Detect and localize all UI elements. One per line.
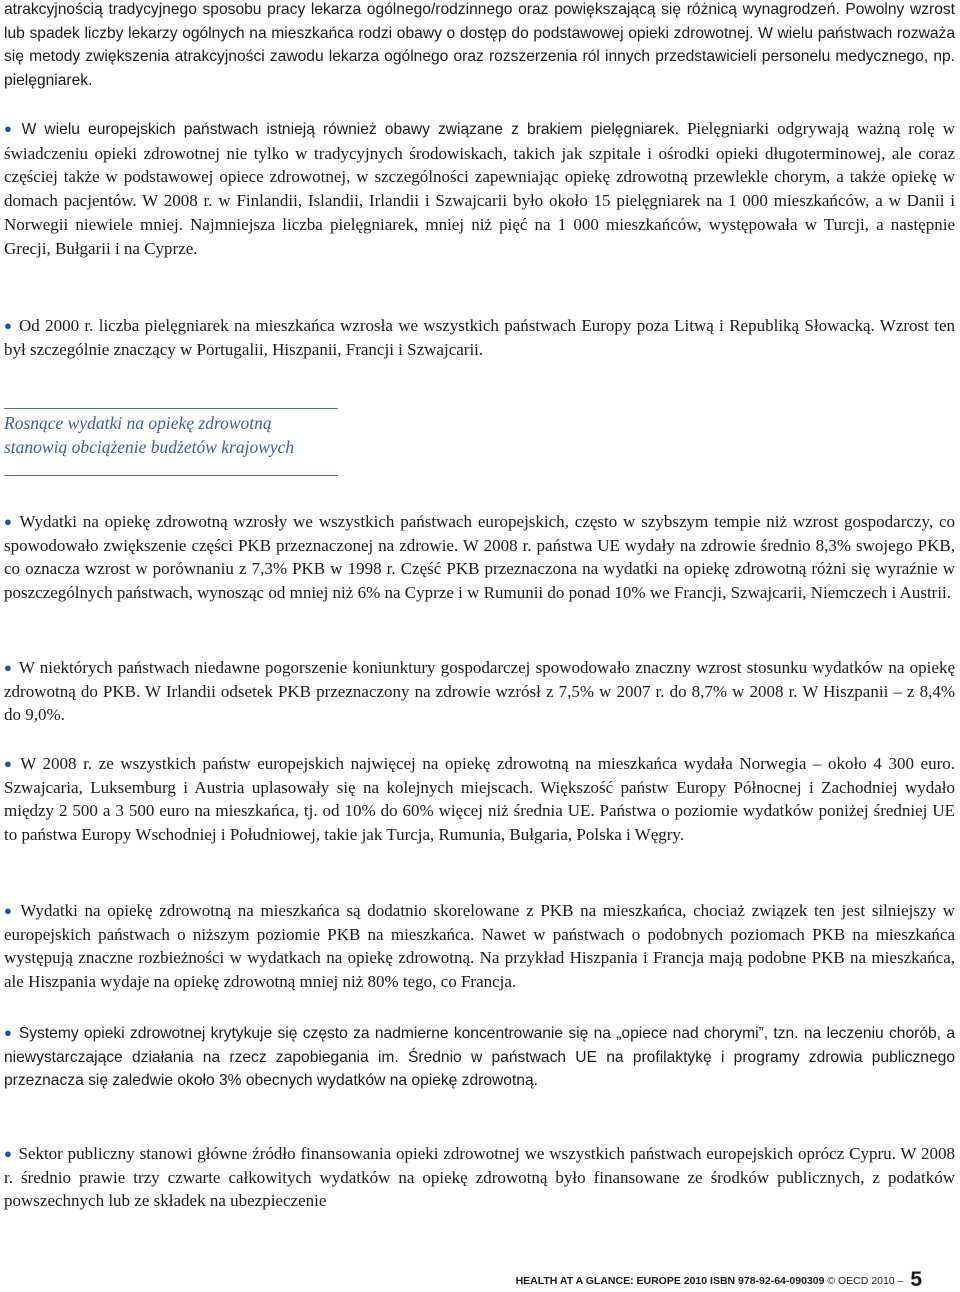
bullet-icon: ● bbox=[4, 660, 13, 675]
paragraph-per-capita-spending bbox=[4, 752, 955, 847]
footer-publication-title: HEALTH AT A GLANCE: EUROPE 2010 ISBN 978-92-64-090309 bbox=[515, 1275, 825, 1287]
bullet-icon: ● bbox=[4, 318, 13, 333]
paragraph-lead-text: W wielu europejskich państwach istnieją również obawy związane z brakiem pielęgniarek. bbox=[21, 121, 679, 138]
paragraph-text: Pielęgniarki odgrywają ważną rolę w świadczeniu opieki zdrowotnej nie tylko w tradycyjnych środowiskach, takich jak szpitale i ośrodki opieki długoterminowej, ale coraz częściej także w podstawowej opiece zdrowotnej, w szczególności zapewniając opiekę zdrowotną przewlekle chorym, a także opiekę w domach pacjentów. W 2008 r. w Finlandii, Islandii, Irlandii i Szwajcarii było około 15 pielęgniarek na 1 000 mieszkańców, a w Danii i Norwegii niewiele mniej. Najmniejsza liczba pielęgniarek, mniej niż pięć na 1 000 mieszkańców, występowała w Turcji, a następnie Grecji, Bułgarii i na Cyprze. bbox=[4, 119, 955, 258]
paragraph-text: Sektor publiczny stanowi główne źródło finansowania opieki zdrowotnej we wszystkich państwach europejskich oprócz Cypru. W 2008 r. średnio prawie trzy czwarte całkowitych wydatków na opiekę zdrowotną było finansowane ze środków publicznych, z podatków powszechnych lub ze składek na ubezpieczenie bbox=[4, 1144, 955, 1211]
paragraph-nurse-shortage bbox=[4, 117, 955, 260]
paragraph-text: W niektórych państwach niedawne pogorszenie koniunktury gospodarczej spowodowało znaczny wzrost stosunku wydatków na opiekę zdrowotną do PKB. W Irlandii odsetek PKB przeznaczony na zdrowie wzrósł z 7,5% w 2007 r. do 8,7% w 2008 r. W Hiszpanii – z 8,4% do 9,0%. bbox=[4, 658, 955, 725]
bullet-icon: ● bbox=[4, 1146, 13, 1161]
paragraph-text: atrakcyjnością tradycyjnego sposobu pracy lekarza ogólnego/rodzinnego oraz powiększającą się różnicą wynagrodzeń. Powolny wzrost lub spadek liczby lekarzy ogólnych na mieszkańca rodzi obawy o dostęp do podstawowej opieki zdrowotnej. W wielu państwach rozważa się metody zwiększenia atrakcyjności zawodu lekarza ogólnego oraz rozszerzenia ról innych przedstawicieli personelu medycznego, np. pielęgniarek. bbox=[4, 1, 955, 90]
paragraph-gdp-correlation bbox=[4, 899, 955, 994]
pull-quote-line-1: Rosnące wydatki na opiekę zdrowotną bbox=[4, 413, 272, 433]
paragraph-gp-attractiveness bbox=[4, 0, 955, 93]
pull-quote-bottom-rule bbox=[4, 475, 338, 476]
paragraph-text: Wydatki na opiekę zdrowotną wzrosły we wszystkich państwach europejskich, często w szybszym tempie niż wzrost gospodarczy, co spowodowało zwiększenie części PKB przeznaczonej na zdrowie. W 2008 r. państwa UE wydały na zdrowie średnio 8,3% swojego PKB, co oznacza wzrost w porównaniu z 7,3% PKB w 1998 r. Część PKB przeznaczona na wydatki na opiekę zdrowotną różni się wyraźnie w poszczególnych państwach, wynosząc od mniej niż 6% na Cyprze i w Rumunii do ponad 10% we Francji, Szwajcarii, Niemczech i Austrii. bbox=[4, 512, 955, 603]
paragraph-text: Systemy opieki zdrowotnej krytykuje się często za nadmierne koncentrowanie się na „opiece nad chorymi”, tzn. na leczeniu chorób, a niewystarczające działania na rzecz zapobiegania im. Średnio w państwach UE na profilaktykę i programy zdrowia publicznego przeznacza się zaledwie około 3% obecnych wydatków na opiekę zdrowotną. bbox=[4, 1025, 955, 1090]
bullet-icon: ● bbox=[4, 756, 15, 771]
paragraph-health-spending bbox=[4, 510, 955, 605]
bullet-icon: ● bbox=[4, 1025, 13, 1040]
paragraph-text: Od 2000 r. liczba pielęgniarek na mieszkańca wzrosła we wszystkich państwach Europy poza Litwą i Republiką Słowacką. Wzrost ten był szczególnie znaczący w Portugalii, Hiszpanii, Francji i Szwajcarii. bbox=[4, 316, 955, 359]
page-number: 5 bbox=[910, 1268, 922, 1291]
pull-quote-text bbox=[4, 409, 344, 461]
page-footer bbox=[516, 1268, 922, 1292]
paragraph-text: W 2008 r. ze wszystkich państw europejskich najwięcej na opiekę zdrowotną na mieszkańca wydała Norwegia – około 4 300 euro. Szwajcaria, Luksemburg i Austria uplasowały się na kolejnych miejscach. Większość państw Europy Północnej i Zachodniej wydało między 2 500 a 3 500 euro na mieszkańca, tj. od 10% do 60% więcej niż średnia UE. Państwa o poziomie wydatków poniżej średniej UE to państwa Europy Wschodniej i Południowej, takie jak Turcja, Rumunia, Bułgaria, Polska i Węgry. bbox=[4, 754, 955, 845]
bullet-icon: ● bbox=[4, 514, 14, 529]
paragraph-prevention bbox=[4, 1021, 955, 1093]
paragraph-nurse-growth bbox=[4, 314, 955, 361]
pull-quote-line-2: stanowią obciążenie budżetów krajowych bbox=[4, 437, 295, 457]
bullet-icon: ● bbox=[4, 121, 16, 136]
paragraph-public-funding bbox=[4, 1142, 955, 1213]
paragraph-text: Wydatki na opiekę zdrowotną na mieszkańca są dodatnio skorelowane z PKB na mieszkańca, chociaż związek ten jest silniejszy w europejskich państwach o niższym poziomie PKB na mieszkańca. Nawet w państwach o podobnych poziomach PKB na mieszkańca występują znaczne rozbieżności w wydatkach na opiekę zdrowotną. Na przykład Hiszpania i Francja mają podobne PKB na mieszkańca, ale Hiszpania wydaje na opiekę zdrowotną mniej niż 80% tego, co Francja. bbox=[4, 901, 956, 992]
paragraph-economic-downturn bbox=[4, 656, 955, 727]
bullet-icon: ● bbox=[4, 903, 15, 918]
footer-copyright: © OECD 2010 – bbox=[827, 1275, 904, 1287]
pull-quote bbox=[4, 408, 344, 476]
